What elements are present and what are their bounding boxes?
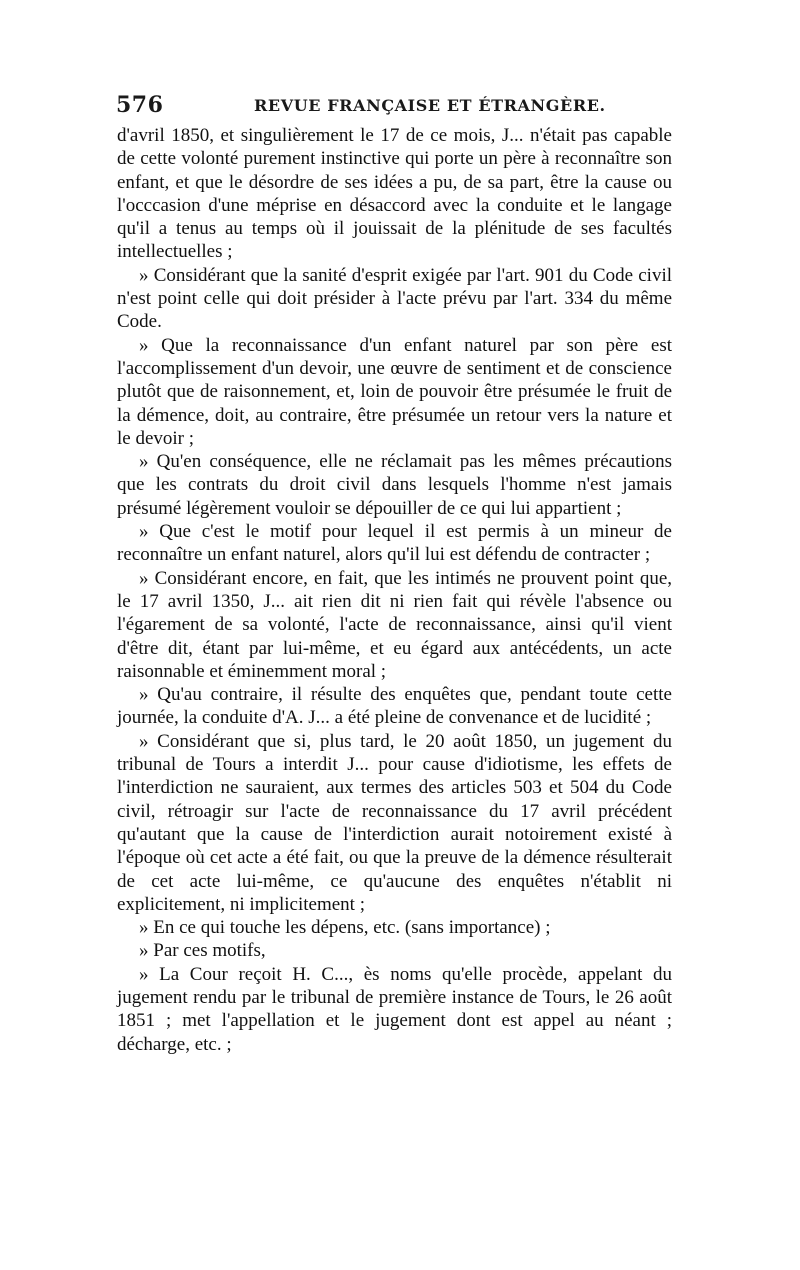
paragraph: » Qu'au contraire, il résulte des enquêtes que, pendant toute cette journée, la conduite d'A. J... a été pleine de convenance et de lucidité ;: [117, 684, 672, 729]
paragraph: » Par ces motifs,: [139, 940, 266, 962]
paragraph: » Qu'en conséquence, elle ne réclamait pas les mêmes précautions que les contrats du droit civil dans lesquels l'homme n'est jamais présumé légèrement vouloir se dépouiller de ce qui lui appartient ;: [117, 451, 672, 519]
paragraph: » Que la reconnaissance d'un enfant naturel par son père est l'accomplissement d'un devoir, une œuvre de sentiment et de conscience plutôt que de raisonnement, et, loin de pouvoir être présumée le fruit de la démence, doit, au contraire, être présumée un retour vers la nature et le devoir ;: [117, 334, 672, 449]
paragraph: » Considérant que la sanité d'esprit exigée par l'art. 901 du Code civil n'est point celle qui doit présider à l'acte prévu par l'art. 334 du même Code.: [117, 264, 672, 333]
paragraph: » Considérant que si, plus tard, le 20 août 1850, un jugement du tribunal de Tours a interdit J... pour cause d'idiotisme, les effets de l'interdiction ne sauraient, aux termes des articles 503 et 504 du Code civil, rétroagir sur l'acte de reconnaissance du 17 avril précédent qu'autant que la cause de l'interdiction aurait notoirement existé à l'époque où cet acte a été fait, ou que la preuve de la démence résulterait de cet acte lui-même, ce qu'aucune des enquêtes n'établit ni explicitement, ni implicitement ;: [117, 730, 672, 915]
body-text: [117, 124, 672, 1056]
paragraph: d'avril 1850, et singulièrement le 17 de ce mois, J... n'était pas capable de cette volonté purement instinctive qui porte un père à reconnaître son enfant, et que le désordre de ses idées a pu, de sa part, être la cause ou l'occcasion d'une méprise en désaccord avec la conduite et le langage qu'il a tenus au temps où il jouissait de la plénitude de ses facultés intellectuelles ;: [117, 125, 672, 263]
paragraph: » En ce qui touche les dépens, etc. (sans importance) ;: [139, 917, 551, 939]
running-title: REVUE FRANÇAISE ET ÉTRANGÈRE.: [254, 96, 606, 115]
paragraph: » La Cour reçoit H. C..., ès noms qu'elle procède, appelant du jugement rendu par le tribunal de première instance de Tours, le 26 août 1851 ; met l'appellation et le jugement dont est appel au néant ; décharge, etc. ;: [117, 963, 672, 1055]
paragraph: » Que c'est le motif pour lequel il est permis à un mineur de reconnaître un enfant naturel, alors qu'il lui est défendu de contracter ;: [117, 521, 672, 566]
paragraph: » Considérant encore, en fait, que les intimés ne prouvent point que, le 17 avril 1350, J... ait rien dit ni rien fait qui révèle l'absence ou l'égarement de sa volonté, l'acte de reconnaissance, ainsi qu'il vient d'être dit, étant par lui-même, et eu égard aux antécédents, un acte raisonnable et éminemment moral ;: [117, 567, 672, 682]
page-header: [116, 92, 672, 120]
page-number: 576: [116, 92, 164, 118]
